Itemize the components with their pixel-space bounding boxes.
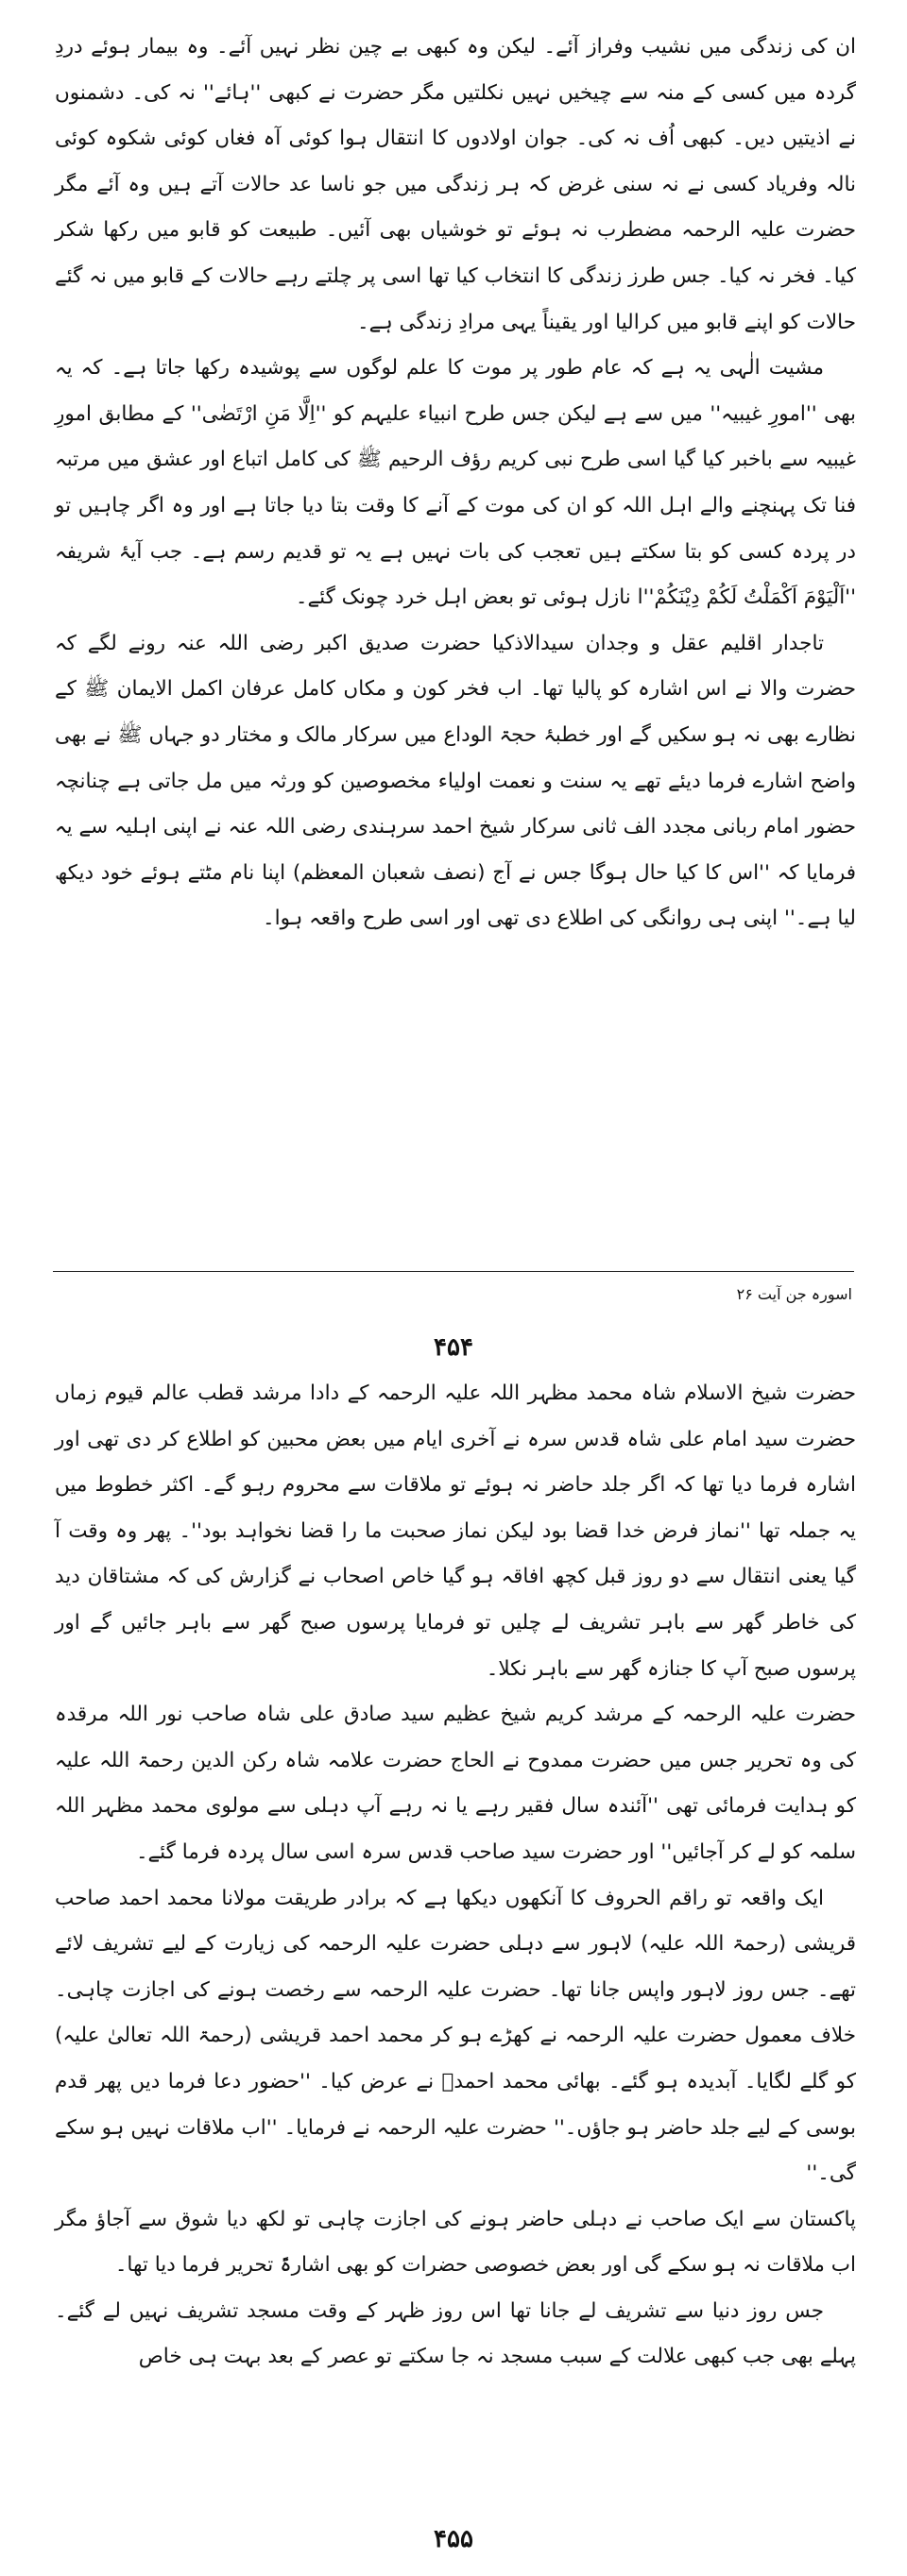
page-number-top: ۴۵۴ — [434, 1333, 473, 1362]
paragraph-divine-will: مشیت الٰہی یہ ہے کہ عام طور پر موت کا علم لوگوں سے پوشیدہ رکھا جاتا ہے۔ کہ یہ بھی ''امورِ غیبیہ'' میں سے ہے لیکن جس طرح انبیاء علیہم کو ''اِلَّا مَنِ ارْتَضٰی'' کے مطابق امورِ غیبیہ سے باخبر کیا گیا اسی طرح نبی کریم رؤف الرحیم ﷺ کی کامل اتباع اور عشق میں مرتبہ فنا تک پہنچنے والے اہل اللہ کو ان کی موت کے آنے کا وقت بتا دیا جاتا ہے اور وہ اگر چاہیں تو در پردہ کسی کو بتا سکتے ہیں تعجب کی بات نہیں ہے یہ تو قدیم رسم ہے۔ جب آیۂ شریفہ ''اَلْیَوْمَ اَکْمَلْتُ لَکُمْ دِیْنَکُمْ''ا نازل ہوئی تو بعض اہل خرد چونک گئے۔ — [55, 356, 856, 610]
paragraph-imam-ali-shah: حضرت شیخ الاسلام شاہ محمد مظہر اللہ علیہ الرحمہ کے دادا مرشد قطب عالم قیوم زماں حضرت سید امام علی شاہ قدس سرہ نے آخری ایام میں بعض محبین کو اطلاع کر دی تھی اور اشارہ فرما دیا تھا کہ اگر جلد حاضر نہ ہوئے تو ملاقات سے محروم رہو گے۔ اکثر خطوط میں یہ جملہ تھا ''نماز فرض خدا قضا بود لیکن نماز صحبت ما را قضا نخواہد بود''۔ پھر وہ وقت آ گیا یعنی انتقال سے دو روز قبل کچھ افاقہ ہو گیا خاص اصحاب نے گزارش کی کہ مشتاقان دید کی خاطر گھر سے باہر تشریف لے چلیں تو فرمایا پرسوں صبح گھر سے باہر جائیں گے اور پرسوں صبح آپ کا جنازہ گھر سے باہر نکلا۔ — [55, 1381, 856, 1681]
paragraph-sadiq-ali-shah: حضرت علیہ الرحمہ کے مرشد کریم شیخ عظیم سید صادق علی شاہ صاحب نور اللہ مرقدہ کی وہ تحریر جس میں حضرت ممدوح نے الحاج حضرت علامہ شاہ رکن الدین رحمۃ اللہ علیہ کو ہدایت فرمائی تھی ''آئندہ سال فقیر رہے یا نہ رہے آپ دہلی سے مولوی محمد مظہر اللہ سلمہ کو لے کر آجائیں'' اور حضرت سید صاحب قدس سرہ اسی سال پردہ فرما گئے۔ — [55, 1703, 856, 1864]
paragraph-qureshi-event: ایک واقعہ تو راقم الحروف کا آنکھوں دیکھا ہے کہ برادر طریقت مولانا محمد احمد صاحب قریشی (رحمۃ اللہ علیہ) لاہور سے دہلی حضرت علیہ الرحمہ کی زیارت کے لیے تشریف لائے تھے۔ جس روز لاہور واپس جانا تھا۔ حضرت علیہ الرحمہ سے رخصت ہونے کی اجازت چاہی۔ خلاف معمول حضرت علیہ الرحمہ نے کھڑے ہو کر محمد احمد قریشی (رحمۃ اللہ تعالیٰ علیہ) کو گلے لگایا۔ آبدیدہ ہو گئے۔ بھائی محمد احمدؒ نے عرض کیا۔ ''حضور دعا فرما دیں پھر قدم بوسی کے لیے جلد حاضر ہو جاؤں۔'' حضرت علیہ الرحمہ نے فرمایا۔ ''اب ملاقات نہیں ہو سکے گی۔'' — [55, 1886, 856, 2186]
paragraph-siddiq-akbar: تاجدار اقلیم عقل و وجدان سیدالاذکیا حضرت صدیق اکبر رضی اللہ عنہ رونے لگے کہ حضرت والا نے اس اشارہ کو پالیا تھا۔ اب فخر کون و مکاں کامل عرفان اکمل الایمان ﷺ کے نظارے بھی نہ ہو سکیں گے اور خطبۂ حجۃ الوداع میں سرکار مالک و مختار دو جہاں ﷺ نے بھی واضح اشارے فرما دیئے تھے یہ سنت و نعمت اولیاء مخصوصین کو ورثہ میں مل جاتی ہے چنانچہ حضور امام ربانی مجدد الف ثانی سرکار شیخ احمد سرہندی رضی اللہ عنہ نے اپنی اہلیہ سے یہ فرمایا کہ ''اس کا کیا حال ہوگا جس نے آج (نصف شعبان المعظم) اپنا نام مٹتے ہوئے خود دیکھ لیا ہے۔'' اپنی ہی روانگی کی اطلاع دی تھی اور اسی طرح واقعہ ہوا۔ — [55, 631, 856, 931]
page-454 — [0, 25, 907, 1365]
paragraph-pakistan-visitor: پاکستان سے ایک صاحب نے دہلی حاضر ہونے کی اجازت چاہی تو لکھ دیا شوق سے آجاؤ مگر اب ملاقات نہ ہو سکے گی اور بعض خصوصی حضرات کو بھی اشارۃً تحریر فرما دیا تھا۔ — [55, 2207, 856, 2278]
page-455 — [0, 1371, 907, 2576]
paragraph-last-day: جس روز دنیا سے تشریف لے جانا تھا اس روز ظہر کے وقت مسجد تشریف نہیں لے گئے۔ پہلے بھی جب کبھی علالت کے سبب مسجد نہ جا سکتے تو عصر کے بعد بہت ہی خاص — [55, 2298, 856, 2369]
paragraph-life-hardships: ان کی زندگی میں نشیب وفراز آئے۔ لیکن وہ کبھی بے چین نظر نہیں آئے۔ وہ بیمار ہوئے دردِ گردہ میں کسی کے منہ سے چیخیں نہیں نکلتیں مگر حضرت نے کبھی ''ہائے'' نہ کی۔ دشمنوں نے اذیتیں دیں۔ کبھی اُف نہ کی۔ جوان اولادوں کا انتقال ہوا کوئی آہ فغاں کوئی شکوہ کوئی نالہ وفریاد کسی نے نہ سنی غرض کہ ہر زندگی میں جو ناسا عد حالات آتے ہیں وہ آئے مگر حضرت علیہ الرحمہ مضطرب نہ ہوئے تو خوشیاں بھی آئیں۔ طبیعت کو قابو میں رکھا شکر کیا۔ فخر نہ کیا۔ جس طرز زندگی کا انتخاب کیا تھا اسی پر چلتے رہے حالات کے قابو میں نہ گئے حالات کو اپنے قابو میں کرالیا اور یقیناً یہی مرادِ زندگی ہے۔ — [55, 35, 856, 334]
footnote-divider — [53, 1271, 854, 1272]
footnote: اسورہ جن آیت ۲۶ — [736, 1285, 852, 1303]
page-number-bottom: ۴۵۵ — [434, 2525, 473, 2553]
